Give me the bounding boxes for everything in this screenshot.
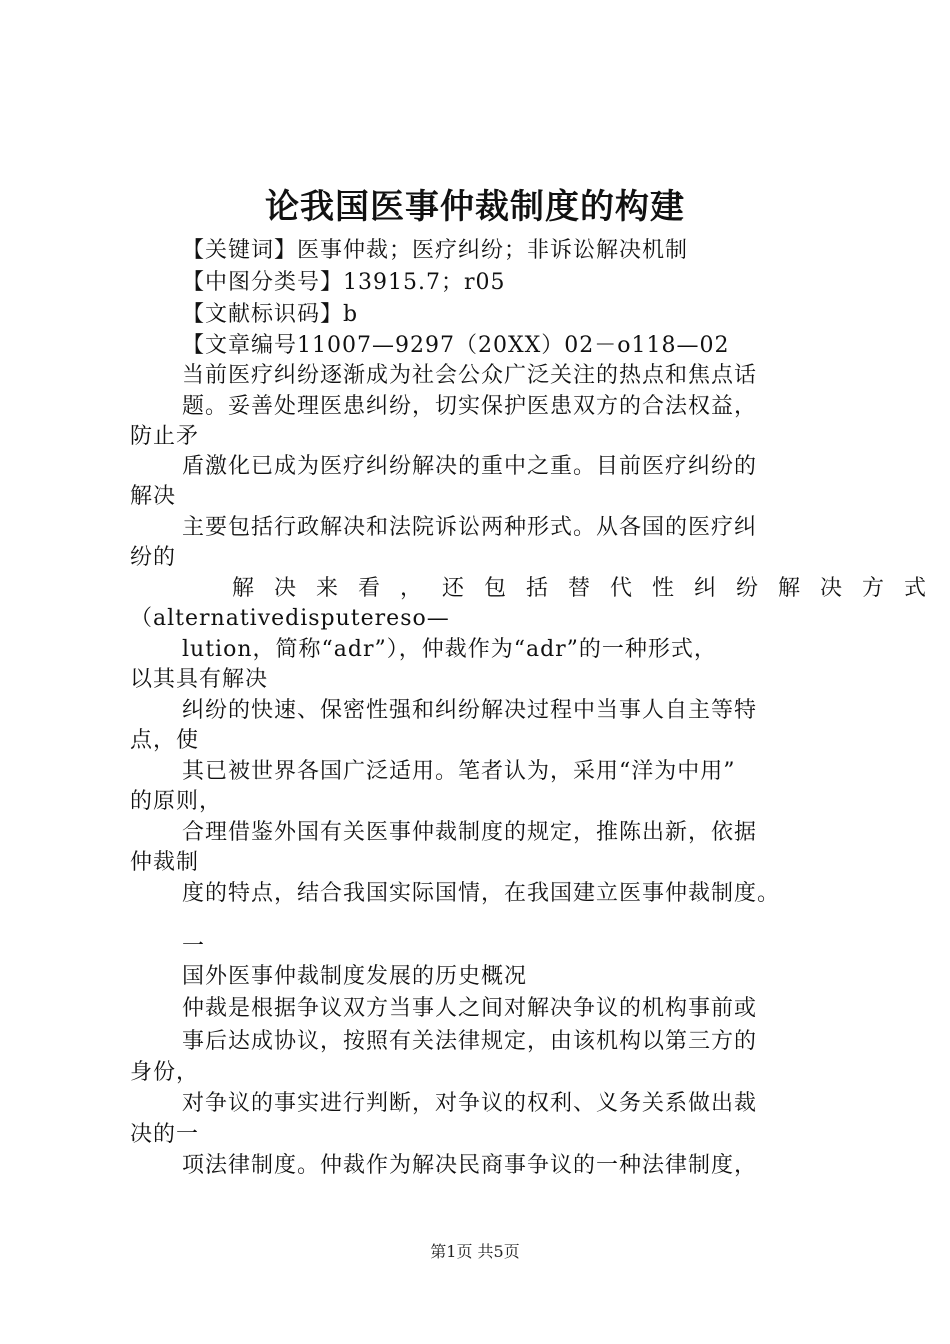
article-number-line: 【文章编号11007—9297（20XX）02－o118—02 xyxy=(182,333,730,358)
body-line: 纷的 xyxy=(130,545,177,570)
document-code-line: 【文献标识码】b xyxy=(182,302,359,327)
body-line: 纠纷的快速、保密性强和纠纷解决过程中当事人自主等特 xyxy=(182,698,758,723)
body-line: 仲裁是根据争议双方当事人之间对解决争议的机构事前或 xyxy=(182,996,758,1021)
body-line: 仲裁制 xyxy=(130,850,200,875)
body-line: 解决 xyxy=(130,484,177,509)
body-line: 防止矛 xyxy=(130,424,200,449)
body-line: 盾激化已成为医疗纠纷解决的重中之重。目前医疗纠纷的 xyxy=(182,454,758,479)
body-line: 对争议的事实进行判断，对争议的权利、义务关系做出裁 xyxy=(182,1091,758,1116)
body-line: 其已被世界各国广泛适用。笔者认为，采用“洋为中用” xyxy=(182,759,736,784)
body-line: 合理借鉴外国有关医事仲裁制度的规定，推陈出新，依据 xyxy=(182,820,758,845)
body-line: lution，简称“adr”），仲裁作为“adr”的一种形式， xyxy=(182,637,717,662)
page-title: 论我国医事仲裁制度的构建 xyxy=(265,187,685,227)
body-line: 决的一 xyxy=(130,1122,200,1147)
body-line: 点，使 xyxy=(130,728,200,753)
body-line: 主要包括行政解决和法院诉讼两种形式。从各国的医疗纠 xyxy=(182,515,758,540)
body-line: 以其具有解决 xyxy=(130,667,269,692)
classification-line: 【中图分类号】13915.7；r05 xyxy=(182,270,506,295)
body-line: 当前医疗纠纷逐渐成为社会公众广泛关注的热点和焦点话 xyxy=(182,363,758,388)
section-heading: 国外医事仲裁制度发展的历史概况 xyxy=(182,964,528,989)
body-line: 解决来看，还包括替代性纠纷解决方式 xyxy=(232,576,947,601)
section-number: 一 xyxy=(182,934,206,959)
page-footer: 第1页 共5页 xyxy=(430,1242,520,1261)
body-line: 身份， xyxy=(130,1060,200,1085)
body-line: （alternativedisputereso— xyxy=(130,606,450,631)
keywords-line: 【关键词】医事仲裁；医疗纠纷；非诉讼解决机制 xyxy=(182,238,689,263)
body-line: 的原则， xyxy=(130,789,223,814)
body-line: 事后达成协议，按照有关法律规定，由该机构以第三方的 xyxy=(182,1029,758,1054)
body-line: 项法律制度。仲裁作为解决民商事争议的一种法律制度， xyxy=(182,1153,758,1178)
body-line: 度的特点，结合我国实际国情，在我国建立医事仲裁制度。 xyxy=(182,881,781,906)
body-line: 题。妥善处理医患纠纷，切实保护医患双方的合法权益， xyxy=(182,394,758,419)
